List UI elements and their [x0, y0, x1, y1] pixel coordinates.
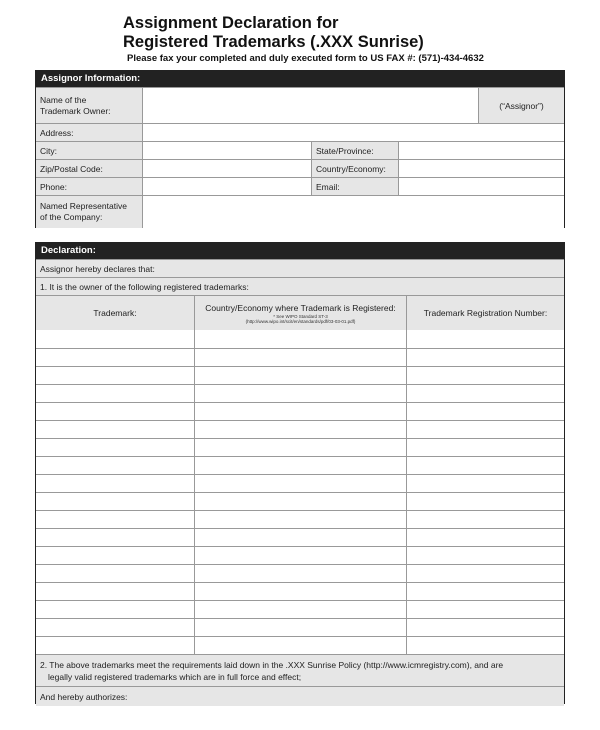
registration-number-input[interactable]	[407, 330, 564, 348]
form-title-line-1: Assignment Declaration for	[123, 14, 339, 32]
trademark-table-row	[36, 402, 564, 420]
country-registered-input[interactable]	[195, 439, 407, 456]
owner-label-line-1: Name of the	[40, 94, 87, 105]
state-input[interactable]	[399, 142, 564, 159]
trademark-table-row	[36, 510, 564, 528]
zip-input[interactable]	[143, 160, 311, 177]
country-registered-input[interactable]	[195, 385, 407, 402]
trademark-input[interactable]	[36, 421, 195, 438]
trademark-table-body	[36, 330, 564, 654]
city-label: City:	[36, 142, 143, 159]
phone-row	[36, 177, 564, 195]
registration-number-input[interactable]	[407, 457, 564, 474]
trademark-input[interactable]	[36, 493, 195, 510]
representative-label-line-1: Named Representative	[40, 201, 127, 211]
form-title-line-2: Registered Trademarks (.XXX Sunrise)	[123, 33, 424, 51]
trademark-input[interactable]	[36, 637, 195, 654]
registration-number-input[interactable]	[407, 601, 564, 618]
form-title	[123, 14, 424, 52]
trademark-input[interactable]	[36, 475, 195, 492]
trademark-table-row	[36, 348, 564, 366]
authorizes-row	[36, 686, 564, 706]
country-registered-input[interactable]	[195, 493, 407, 510]
declaration-intro-row	[36, 259, 564, 277]
trademark-table-row	[36, 582, 564, 600]
trademark-table-header	[36, 295, 564, 330]
trademark-input[interactable]	[36, 349, 195, 366]
registration-number-input[interactable]	[407, 349, 564, 366]
trademark-table-row	[36, 366, 564, 384]
country-registered-input[interactable]	[195, 565, 407, 582]
registration-number-input[interactable]	[407, 511, 564, 528]
registration-number-input[interactable]	[407, 385, 564, 402]
owner-label	[36, 88, 143, 123]
col-country-title: Country/Economy where Trademark is Registered:	[205, 302, 396, 313]
trademark-table-row	[36, 438, 564, 456]
col-country-header	[195, 296, 407, 330]
trademark-input[interactable]	[36, 547, 195, 564]
country-input[interactable]	[399, 160, 564, 177]
trademark-table-row	[36, 420, 564, 438]
col-trademark-header: Trademark:	[36, 296, 195, 330]
country-registered-input[interactable]	[195, 511, 407, 528]
trademark-input[interactable]	[36, 565, 195, 582]
country-registered-input[interactable]	[195, 403, 407, 420]
zip-row	[36, 159, 564, 177]
representative-label-line-2: of the Company:	[40, 212, 103, 222]
email-input[interactable]	[399, 178, 564, 195]
trademark-table-row	[36, 474, 564, 492]
trademark-table-row	[36, 528, 564, 546]
item-1-row	[36, 277, 564, 295]
registration-number-input[interactable]	[407, 529, 564, 546]
phone-label: Phone:	[36, 178, 143, 195]
country-registered-input[interactable]	[195, 457, 407, 474]
country-registered-input[interactable]	[195, 330, 407, 348]
col-regnum-header: Trademark Registration Number:	[407, 296, 564, 330]
assignor-section	[35, 70, 565, 228]
city-input[interactable]	[143, 142, 311, 159]
country-registered-input[interactable]	[195, 619, 407, 636]
trademark-input[interactable]	[36, 385, 195, 402]
address-label: Address:	[36, 124, 143, 141]
country-registered-input[interactable]	[195, 583, 407, 600]
trademark-table-row	[36, 636, 564, 654]
item-2-text	[36, 655, 564, 686]
country-registered-input[interactable]	[195, 421, 407, 438]
registration-number-input[interactable]	[407, 583, 564, 600]
item-2-row	[36, 654, 564, 686]
trademark-input[interactable]	[36, 583, 195, 600]
state-label: State/Province:	[311, 142, 399, 159]
address-input[interactable]	[143, 124, 564, 141]
registration-number-input[interactable]	[407, 547, 564, 564]
assignor-tag: (“Assignor”)	[478, 88, 564, 123]
trademark-input[interactable]	[36, 619, 195, 636]
assignor-section-title: Assignor Information:	[36, 71, 564, 87]
owner-row	[36, 87, 564, 123]
registration-number-input[interactable]	[407, 637, 564, 654]
owner-name-input[interactable]	[143, 88, 478, 123]
representative-label	[36, 196, 143, 228]
country-registered-input[interactable]	[195, 601, 407, 618]
registration-number-input[interactable]	[407, 475, 564, 492]
country-registered-input[interactable]	[195, 349, 407, 366]
declaration-section-title: Declaration:	[36, 243, 564, 259]
representative-input[interactable]	[143, 196, 564, 228]
trademark-table-row	[36, 546, 564, 564]
registration-number-input[interactable]	[407, 439, 564, 456]
col-country-note-1: * See WIPO Standard ST-3	[273, 313, 328, 319]
trademark-table-row	[36, 384, 564, 402]
city-row	[36, 141, 564, 159]
phone-input[interactable]	[143, 178, 311, 195]
country-label: Country/Economy:	[311, 160, 399, 177]
item-2-line-1: 2. The above trademarks meet the requirements laid down in the .XXX Sunrise Policy (http://www.icmregistry.com), and are	[40, 659, 504, 670]
authorizes-text: And hereby authorizes:	[36, 687, 564, 706]
trademark-table-row	[36, 456, 564, 474]
trademark-input[interactable]	[36, 529, 195, 546]
trademark-input[interactable]	[36, 367, 195, 384]
owner-label-line-2: Trademark Owner:	[40, 105, 111, 116]
trademark-table-row	[36, 330, 564, 348]
country-registered-input[interactable]	[195, 547, 407, 564]
registration-number-input[interactable]	[407, 421, 564, 438]
item-1-text: 1. It is the owner of the following registered trademarks:	[36, 278, 564, 295]
registration-number-input[interactable]	[407, 565, 564, 582]
trademark-input[interactable]	[36, 439, 195, 456]
representative-row	[36, 195, 564, 228]
trademark-input[interactable]	[36, 511, 195, 528]
trademark-table-row	[36, 492, 564, 510]
address-row	[36, 123, 564, 141]
trademark-table-row	[36, 564, 564, 582]
declaration-intro: Assignor hereby declares that:	[36, 260, 564, 277]
country-registered-input[interactable]	[195, 529, 407, 546]
declaration-section	[35, 242, 565, 704]
country-registered-input[interactable]	[195, 637, 407, 654]
col-country-note-2: (http://www.wipo.int/scit/en/standards/pdf/03-03-01.pdf)	[245, 318, 356, 324]
trademark-input[interactable]	[36, 330, 195, 348]
registration-number-input[interactable]	[407, 367, 564, 384]
country-registered-input[interactable]	[195, 475, 407, 492]
trademark-input[interactable]	[36, 457, 195, 474]
registration-number-input[interactable]	[407, 619, 564, 636]
item-2-line-2: legally valid registered trademarks which are in full force and effect;	[48, 671, 302, 682]
trademark-table-row	[36, 618, 564, 636]
registration-number-input[interactable]	[407, 403, 564, 420]
trademark-input[interactable]	[36, 403, 195, 420]
trademark-input[interactable]	[36, 601, 195, 618]
fax-instruction: Please fax your completed and duly executed form to US FAX #: (571)-434-4632	[127, 53, 484, 64]
zip-label: Zip/Postal Code:	[36, 160, 143, 177]
registration-number-input[interactable]	[407, 493, 564, 510]
trademark-table-row	[36, 600, 564, 618]
country-registered-input[interactable]	[195, 367, 407, 384]
email-label: Email:	[311, 178, 399, 195]
